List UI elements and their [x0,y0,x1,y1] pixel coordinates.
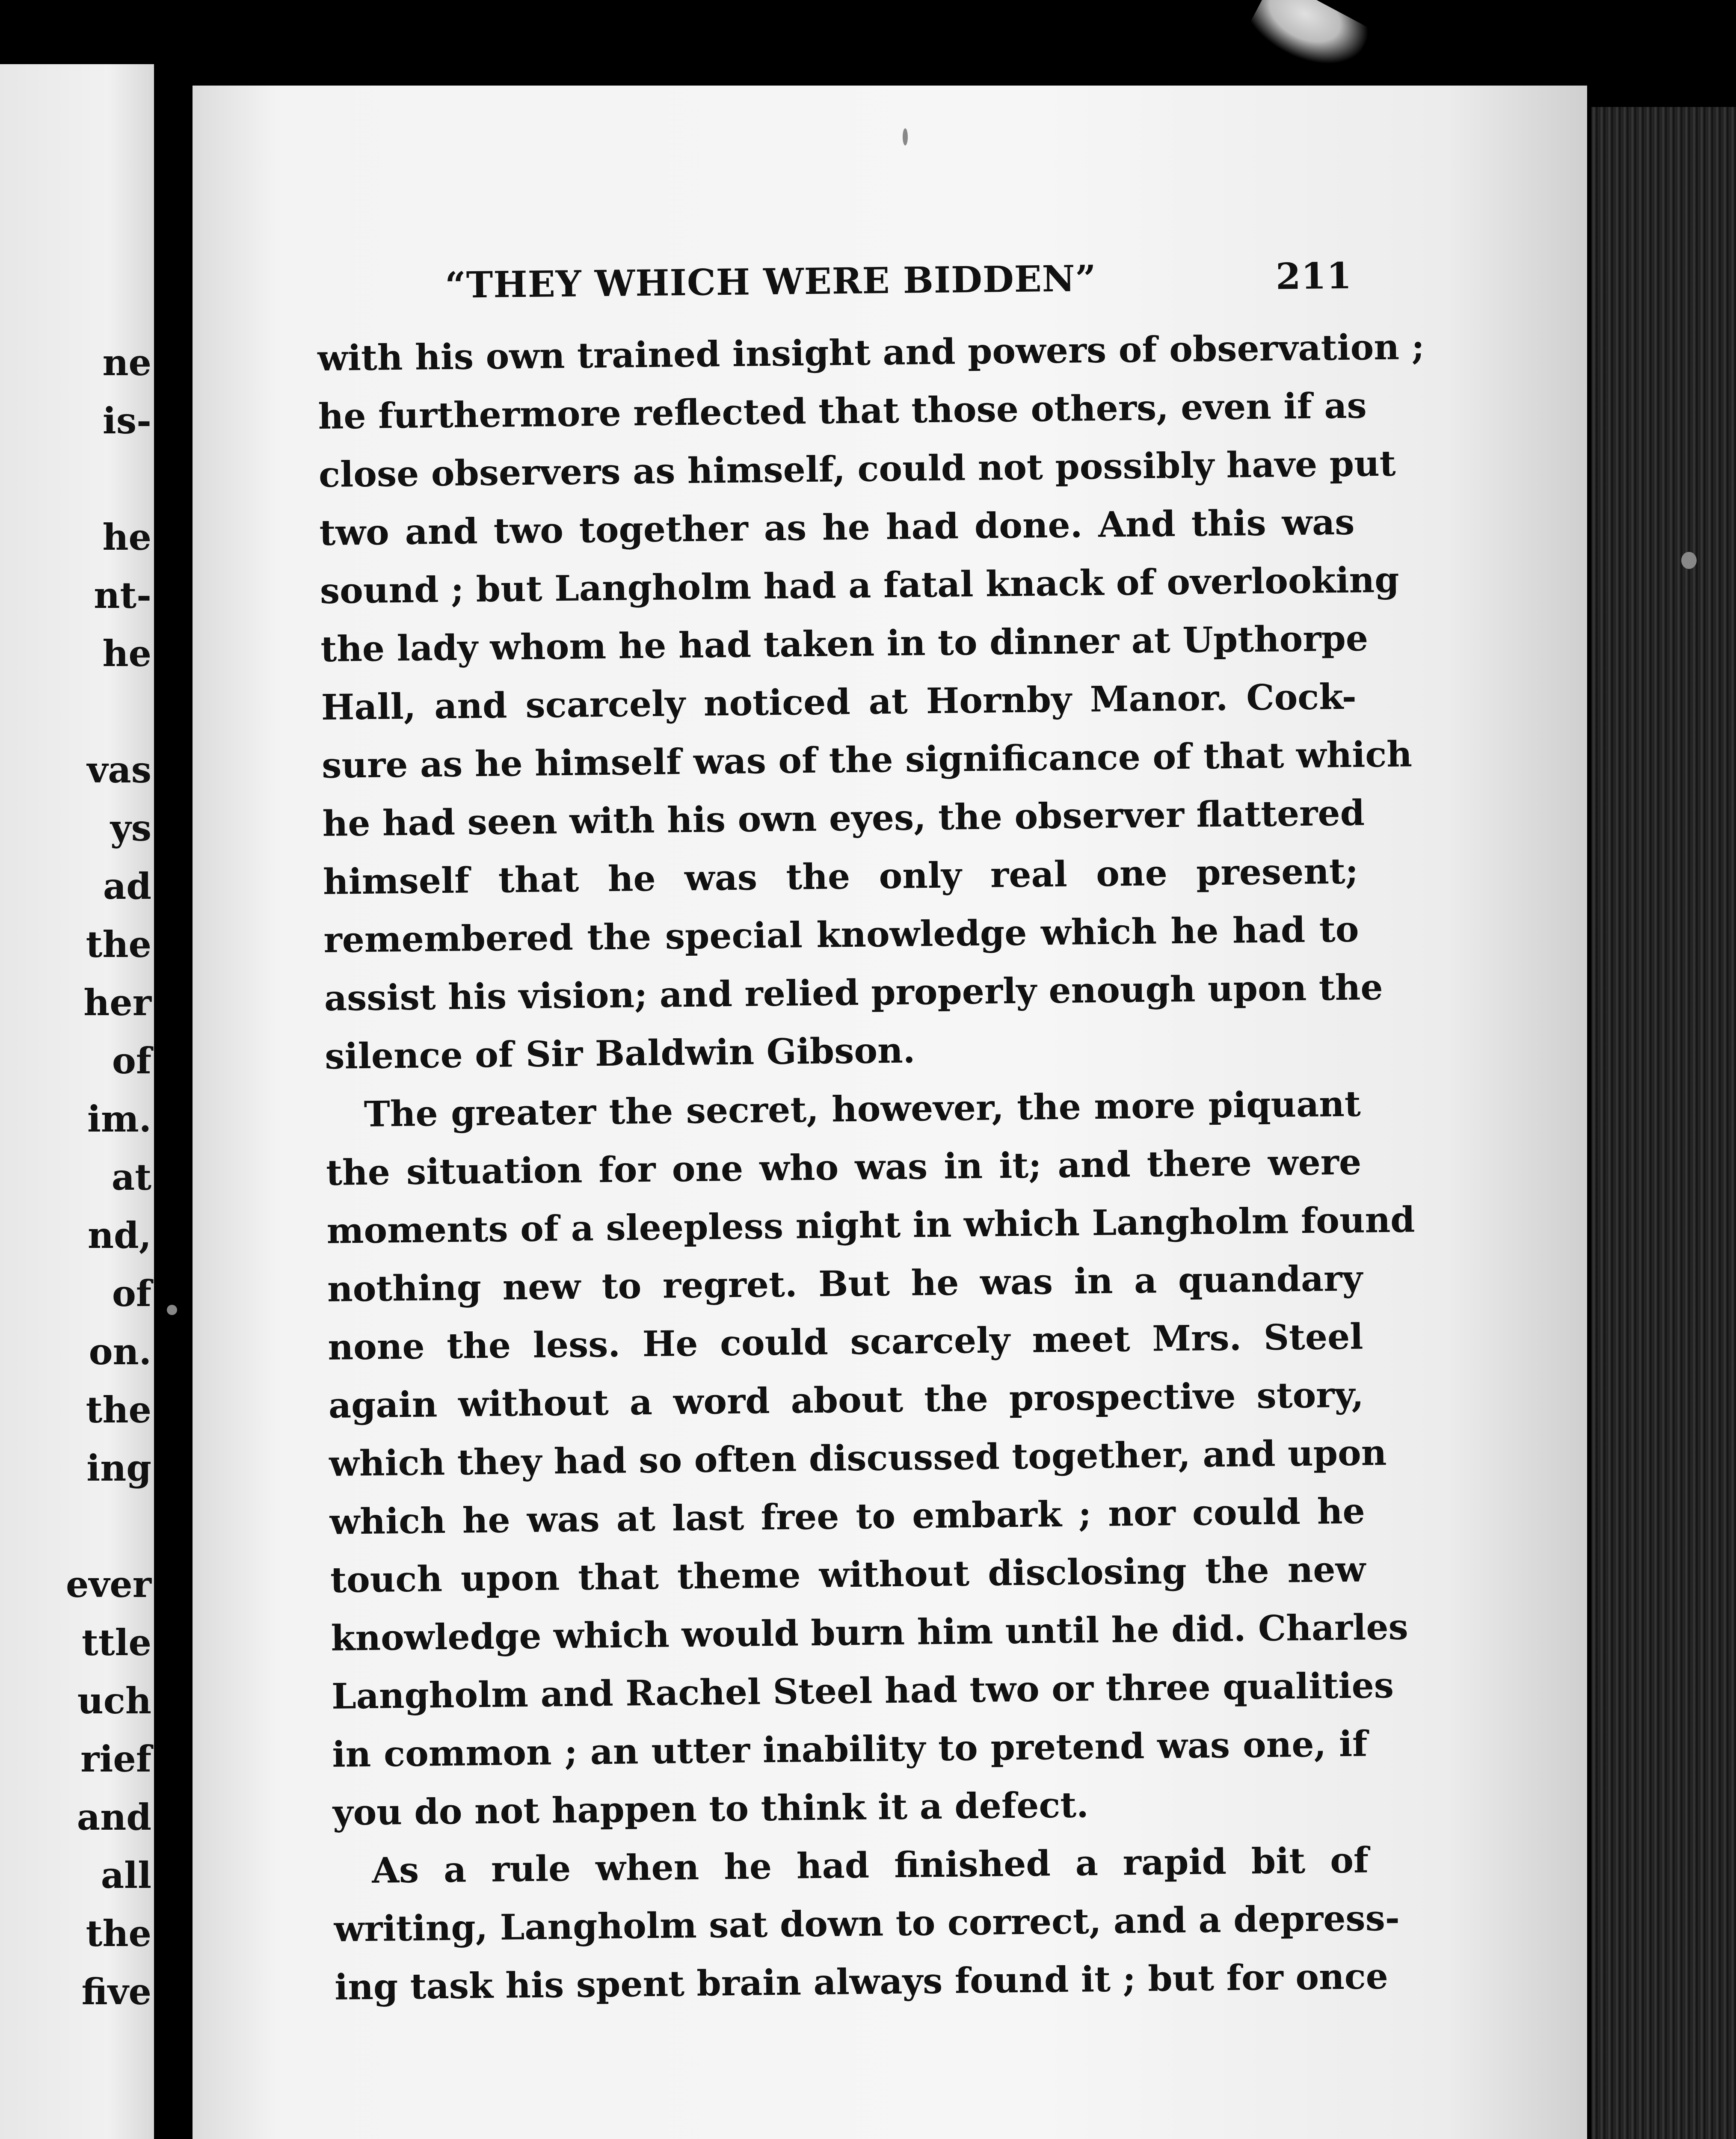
text-line: sure as he himself was of the significance of that which [321,734,1413,786]
paragraph [317,319,1425,1086]
left-page-fragment: uch [77,1680,151,1722]
left-page-fragment: ever [66,1563,151,1606]
left-page-fragment: ne [102,341,151,384]
running-head-title: “THEY WHICH WERE BIDDEN” [444,257,1097,306]
text-line: assist his vision; and relied properly enough upon the [324,966,1383,1019]
paper-tear-mark [1246,0,1372,83]
text-line: As a rule when he had finished a rapid bit of [371,1840,1369,1891]
left-page-fragment [66,1497,151,1555]
paragraph [333,1831,1400,2016]
text-line: ing task his spent brain always found it ; but for once [334,1955,1389,2008]
left-page-fragment: im. [87,1098,151,1140]
body-text [317,319,1425,2017]
text-line: which he was at last free to embark ; nor could he [329,1490,1366,1543]
left-page-fragment: he [102,516,151,558]
text-line: again without a word about the prospective story, [328,1374,1364,1426]
text-line: which they had so often discussed together, and upon [329,1432,1387,1484]
text-line: The greater the secret, however, the more piquant [364,1083,1361,1135]
left-page-line-fragments [66,334,151,2021]
left-page-fragment: all [101,1854,151,1896]
left-page-fragment: the [86,1389,151,1431]
left-page-fragment: ad [103,865,151,907]
left-facing-page [0,64,154,2139]
text-line: silence of Sir Baldwin Gibson. [324,1030,915,1077]
text-line: remembered the special knowledge which he had to [323,909,1359,961]
left-page-fragment: on. [89,1330,151,1373]
left-page-fragment: ttle [82,1621,151,1664]
dust-speck [1681,552,1697,569]
left-page-fragment: he [102,632,151,675]
text-line: writing, Langholm sat down to correct, and a depress- [334,1897,1400,1950]
left-page-fragment: is- [102,400,151,442]
text-line: he had seen with his own eyes, the observer flattered [322,792,1365,844]
text-line: he furthermore reflected that those others, even if as [318,385,1367,437]
text-line: in common ; an utter inability to pretend was one, if [332,1723,1368,1775]
text-line: close observers as himself, could not possibly have put [318,443,1396,495]
text-line: sound ; but Langholm had a fatal knack of overlooking [320,559,1400,612]
left-page-fragment: the [86,923,151,966]
text-line: the lady whom he had taken in to dinner at Upthorpe [320,618,1369,670]
dust-speck [903,128,908,145]
text-line: moments of a sleepless night in which Langholm found [326,1199,1415,1252]
left-page-fragment: and [77,1796,151,1838]
left-page-fragment [66,683,151,741]
text-line: two and two together as he had done. And this was [319,501,1355,554]
text-line: himself that he was the only real one present; [323,850,1359,903]
left-page-fragment: ys [110,807,151,849]
page-content [317,254,1425,2017]
left-page-fragment: nd, [87,1214,151,1256]
left-page-fragment: of [112,1040,151,1082]
text-line: none the less. He could scarcely meet Mrs. Steel [327,1316,1363,1368]
paragraph [325,1075,1415,1842]
left-page-fragment: at [111,1156,151,1198]
left-page-fragment: of [112,1272,151,1315]
dust-speck [167,1305,177,1315]
page-block-edge [1591,107,1736,2139]
left-page-fragment: rief [80,1738,151,1780]
page-number: 211 [1275,254,1352,298]
text-line: you do not happen to think it a defect. [332,1784,1089,1834]
text-line: touch upon that theme without disclosing the new [330,1549,1366,1601]
left-page-fragment: five [81,1970,151,2013]
running-head [317,255,1352,329]
text-line: the situation for one who was in it; and there were [326,1141,1362,1194]
text-line: with his own trained insight and powers of observation ; [317,326,1425,379]
left-page-fragment: the [86,1912,151,1955]
left-page-fragment [66,450,151,508]
text-line: Hall, and scarcely noticed at Hornby Manor. Cock- [321,676,1357,728]
left-page-fragment: nt- [94,574,151,616]
text-line: nothing new to regret. But he was in a quandary [327,1258,1363,1310]
left-page-fragment: her [83,981,151,1024]
left-page-fragment: ing [86,1447,151,1489]
text-line: Langholm and Rachel Steel had two or three qualities [331,1665,1394,1717]
text-line: knowledge which would burn him until he did. Charles [331,1606,1409,1659]
left-page-fragment: vas [87,749,151,791]
